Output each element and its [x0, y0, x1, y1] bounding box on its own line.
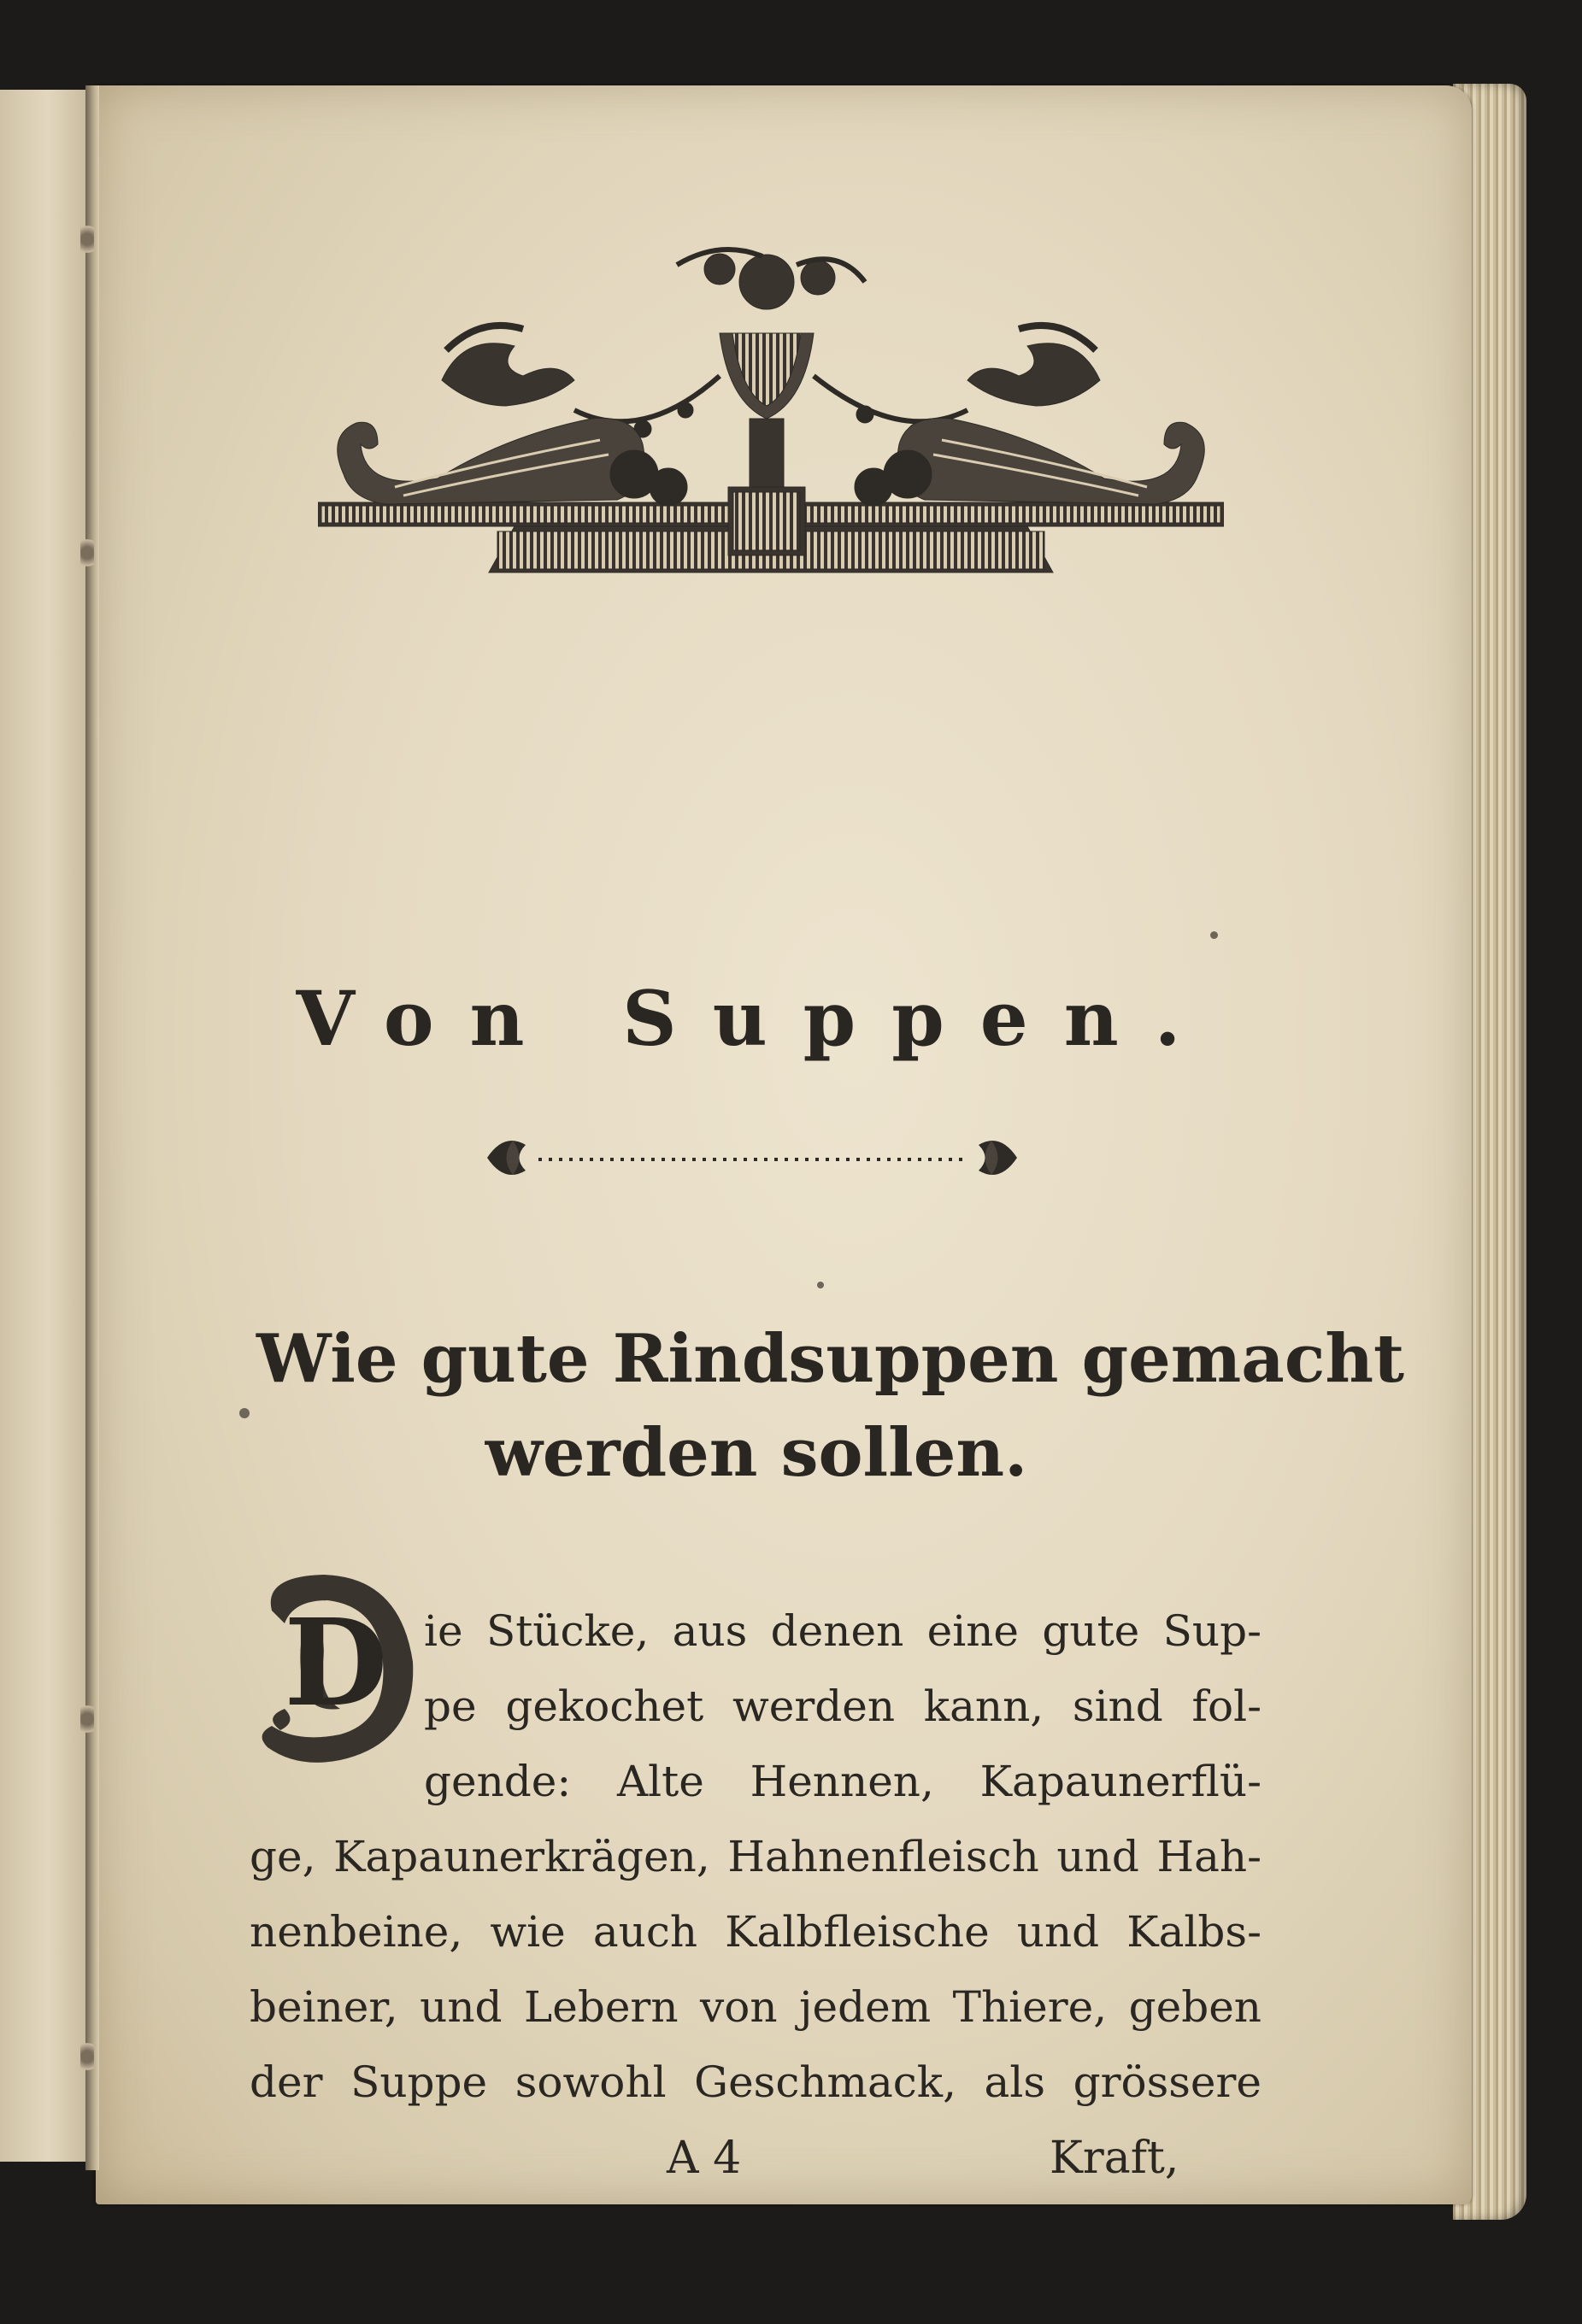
binding-stitch — [80, 220, 94, 258]
recipe-heading-line1: Wie gute Rindsuppen gemacht — [256, 1320, 1405, 1398]
chapter-title: Von Suppen. — [296, 974, 1217, 1063]
body-text-line: ie Stücke, aus denen eine gute Sup- — [424, 1606, 1261, 1656]
body-text-line: der Suppe sowohl Geschmack, als grössere — [250, 2057, 1261, 2107]
drop-cap-initial — [246, 1559, 426, 1773]
body-text-line: ge, Kapaunerkrägen, Hahnenfleisch und Hah- — [250, 1832, 1261, 1881]
ink-speck — [1210, 931, 1218, 939]
signature-mark: A 4 — [667, 2133, 742, 2184]
catchword: Kraft, — [1050, 2133, 1179, 2184]
ink-speck — [817, 1282, 824, 1288]
book-gutter — [85, 85, 99, 2170]
body-text-line: pe gekochet werden kann, sind fol- — [424, 1681, 1261, 1731]
binding-stitch — [80, 1700, 94, 1738]
binding-stitch — [80, 2038, 94, 2075]
recipe-heading-line2: werden sollen. — [485, 1414, 1028, 1492]
ink-speck — [239, 1408, 250, 1418]
drop-cap-letter: D — [284, 1593, 388, 1734]
printers-divider-ornament — [479, 1124, 1026, 1192]
body-text-line: gende: Alte Hennen, Kapaunerflü- — [424, 1757, 1261, 1806]
binding-stitch — [80, 534, 94, 572]
body-text-line: beiner, und Lebern von jedem Thiere, geben — [250, 1982, 1261, 2032]
left-facing-page — [0, 90, 89, 2162]
body-text-line: nenbeine, wie auch Kalbfleische und Kalbs- — [250, 1907, 1261, 1957]
woodcut-vignette-ornament — [318, 231, 1224, 590]
